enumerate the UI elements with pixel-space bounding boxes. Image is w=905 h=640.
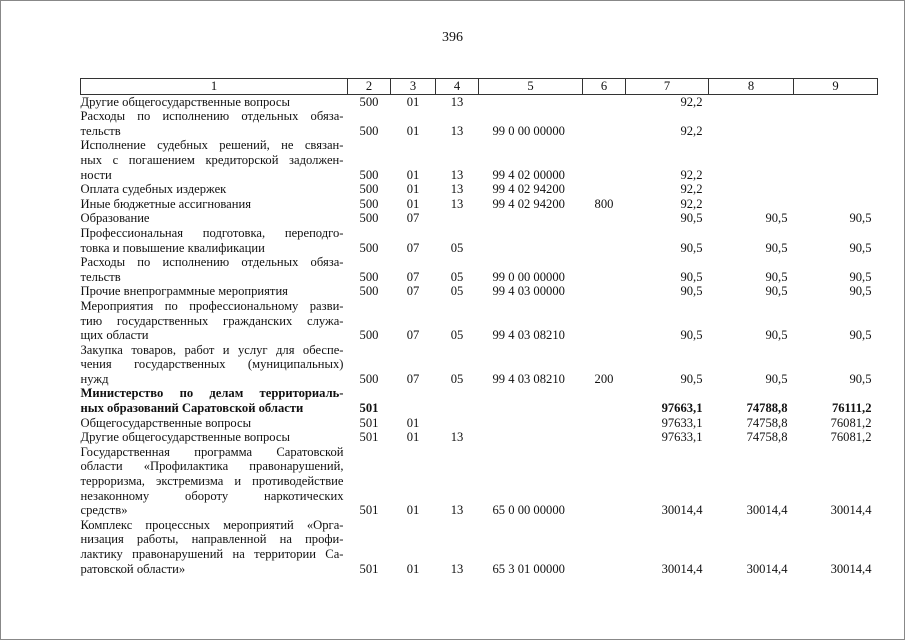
table-body xyxy=(81,94,878,576)
cell-col-3: 07 xyxy=(406,371,420,386)
cell-col-6 xyxy=(583,299,626,343)
row-description xyxy=(81,226,348,255)
column-header-6: 6 xyxy=(583,79,626,95)
cell-col-5: 99 0 00 00000 xyxy=(492,123,565,138)
cell-col-4: 05 xyxy=(450,269,464,284)
page-number: 396 xyxy=(442,30,463,45)
cell-col-2: 500 xyxy=(359,371,379,386)
cell-col-2: 500 xyxy=(359,240,379,255)
cell-col-4: 05 xyxy=(450,371,464,386)
description-line: Иные бюджетные ассигнования xyxy=(80,196,252,211)
cell-col-9 xyxy=(794,197,878,212)
description-line: терроризма, экстремизма и противодействие xyxy=(80,474,344,489)
description-line: чения государственных (муниципальных) xyxy=(80,357,344,372)
cell-col-6 xyxy=(583,445,626,518)
row-description xyxy=(81,386,348,415)
table-row xyxy=(81,518,878,576)
table-row xyxy=(81,284,878,299)
cell-col-3: 01 xyxy=(406,415,420,430)
cell-col-3: 01 xyxy=(406,430,420,445)
cell-col-5 xyxy=(479,226,583,255)
table-row xyxy=(81,226,878,255)
row-description xyxy=(81,211,348,226)
description-line: незаконному обороту наркотических xyxy=(80,488,344,503)
cell-col-7: 92,2 xyxy=(680,196,703,211)
table-row xyxy=(81,138,878,182)
row-description xyxy=(81,255,348,284)
cell-col-2: 500 xyxy=(359,284,379,299)
cell-col-2: 501 xyxy=(359,415,379,430)
cell-col-4 xyxy=(436,211,479,226)
description-line: нужд xyxy=(80,371,109,386)
cell-col-4: 13 xyxy=(450,561,464,576)
cell-col-4: 13 xyxy=(450,94,464,109)
cell-col-2: 501 xyxy=(359,561,379,576)
cell-col-5 xyxy=(479,430,583,445)
description-line: Другие общегосударственные вопросы xyxy=(80,94,290,109)
description-line: Мероприятия по профессиональному разви- xyxy=(80,298,344,313)
cell-col-5: 99 4 03 08210 xyxy=(492,328,565,343)
cell-col-4: 05 xyxy=(450,328,464,343)
row-description xyxy=(81,299,348,343)
cell-col-6 xyxy=(583,109,626,138)
description-line: Прочие внепрограммные мероприятия xyxy=(80,284,288,299)
cell-col-2: 500 xyxy=(359,182,379,197)
cell-col-5: 99 4 02 00000 xyxy=(492,167,565,182)
cell-col-2: 500 xyxy=(359,328,379,343)
cell-col-9 xyxy=(794,109,878,138)
cell-col-5 xyxy=(479,94,583,109)
cell-col-9: 76111,2 xyxy=(831,401,872,416)
cell-col-4 xyxy=(436,416,479,431)
description-line: Комплекс процессных мероприятий «Орга- xyxy=(80,517,344,532)
description-line: тию государственных гражданских служа- xyxy=(80,313,344,328)
description-line: области «Профилактика правонарушений, xyxy=(80,459,344,474)
cell-col-6 xyxy=(583,255,626,284)
description-line: Исполнение судебных решений, не связан- xyxy=(80,138,344,153)
description-line: средств» xyxy=(80,503,128,518)
cell-col-4: 13 xyxy=(450,503,464,518)
cell-col-8: 30014,4 xyxy=(746,561,788,576)
cell-col-8 xyxy=(709,182,794,197)
description-line: Другие общегосударственные вопросы xyxy=(80,430,290,445)
cell-col-5: 99 0 00 00000 xyxy=(492,269,565,284)
cell-col-8: 90,5 xyxy=(765,269,788,284)
cell-col-2: 501 xyxy=(359,401,379,416)
cell-col-5: 65 3 01 00000 xyxy=(492,561,565,576)
column-header-2: 2 xyxy=(348,79,391,95)
row-description xyxy=(81,94,348,109)
cell-col-4: 05 xyxy=(450,240,464,255)
cell-col-2: 500 xyxy=(359,94,379,109)
cell-col-8: 90,5 xyxy=(765,371,788,386)
table-row xyxy=(81,386,878,415)
cell-col-2: 500 xyxy=(359,196,379,211)
cell-col-9: 90,5 xyxy=(849,328,872,343)
cell-col-7: 30014,4 xyxy=(661,561,703,576)
cell-col-9: 90,5 xyxy=(849,371,872,386)
cell-col-4 xyxy=(436,386,479,415)
table-row xyxy=(81,211,878,226)
cell-col-6 xyxy=(583,182,626,197)
cell-col-7: 90,5 xyxy=(680,269,703,284)
cell-col-3: 01 xyxy=(406,561,420,576)
cell-col-4: 13 xyxy=(450,182,464,197)
cell-col-6 xyxy=(583,211,626,226)
table-row xyxy=(81,182,878,197)
cell-col-7: 97633,1 xyxy=(661,430,703,445)
description-line: Расходы по исполнению отдельных обяза- xyxy=(80,255,344,270)
cell-col-9 xyxy=(794,138,878,182)
description-line: тельств xyxy=(80,269,121,284)
cell-col-5 xyxy=(479,211,583,226)
description-line: Профессиональная подготовка, переподго- xyxy=(80,225,344,240)
cell-col-2: 500 xyxy=(359,167,379,182)
cell-col-5 xyxy=(479,386,583,415)
column-header-7: 7 xyxy=(626,79,709,95)
cell-col-9: 76081,2 xyxy=(830,430,872,445)
cell-col-8 xyxy=(709,138,794,182)
cell-col-7: 90,5 xyxy=(680,371,703,386)
table-row xyxy=(81,430,878,445)
table-row xyxy=(81,343,878,387)
description-line: ных с погашением кредиторской задолжен- xyxy=(80,152,344,167)
cell-col-9: 90,5 xyxy=(849,284,872,299)
cell-col-5: 99 4 02 94200 xyxy=(492,196,565,211)
cell-col-3: 07 xyxy=(406,328,420,343)
cell-col-8: 30014,4 xyxy=(746,503,788,518)
cell-col-7: 92,2 xyxy=(680,167,703,182)
description-line: Закупка товаров, работ и услуг для обеспе- xyxy=(80,342,344,357)
cell-col-7: 90,5 xyxy=(680,240,703,255)
cell-col-3: 01 xyxy=(406,123,420,138)
table-row xyxy=(81,299,878,343)
cell-col-5: 65 0 00 00000 xyxy=(492,503,565,518)
row-description xyxy=(81,416,348,431)
column-header-3: 3 xyxy=(391,79,436,95)
cell-col-2: 500 xyxy=(359,123,379,138)
cell-col-9: 90,5 xyxy=(849,211,872,226)
cell-col-9 xyxy=(794,182,878,197)
cell-col-4: 13 xyxy=(450,196,464,211)
cell-col-8: 90,5 xyxy=(765,284,788,299)
description-line: Образование xyxy=(80,211,150,226)
row-description xyxy=(81,197,348,212)
row-description xyxy=(81,445,348,518)
table-row xyxy=(81,255,878,284)
cell-col-2: 500 xyxy=(359,211,379,226)
description-line: ности xyxy=(80,167,112,182)
cell-col-2: 501 xyxy=(359,430,379,445)
column-header-9: 9 xyxy=(794,79,878,95)
description-line: щих области xyxy=(80,328,149,343)
budget-table xyxy=(80,78,878,576)
cell-col-7: 90,5 xyxy=(680,284,703,299)
cell-col-8: 90,5 xyxy=(765,211,788,226)
table-row xyxy=(81,94,878,109)
cell-col-8: 74788,8 xyxy=(746,401,788,416)
cell-col-8: 90,5 xyxy=(765,328,788,343)
cell-col-7: 92,2 xyxy=(680,123,703,138)
cell-col-7: 97663,1 xyxy=(661,401,703,416)
cell-col-9: 30014,4 xyxy=(830,561,872,576)
cell-col-6 xyxy=(583,416,626,431)
cell-col-6 xyxy=(583,284,626,299)
cell-col-6 xyxy=(583,138,626,182)
description-line: ных образований Саратовской области xyxy=(80,401,304,416)
table-row xyxy=(81,445,878,518)
description-line: Министерство по делам территориаль- xyxy=(80,386,344,401)
cell-col-6 xyxy=(583,518,626,576)
row-description xyxy=(81,343,348,387)
cell-col-3: 01 xyxy=(406,503,420,518)
description-line: низация работы, направленной на профи- xyxy=(80,532,344,547)
cell-col-5: 99 4 03 08210 xyxy=(492,371,565,386)
cell-col-7: 90,5 xyxy=(680,211,703,226)
column-header-5: 5 xyxy=(479,79,583,95)
cell-col-2: 500 xyxy=(359,269,379,284)
cell-col-5: 99 4 03 00000 xyxy=(492,284,565,299)
row-description xyxy=(81,109,348,138)
table-row xyxy=(81,109,878,138)
description-line: Общегосударственные вопросы xyxy=(80,415,252,430)
description-line: Расходы по исполнению отдельных обяза- xyxy=(80,109,344,124)
cell-col-7: 92,2 xyxy=(680,94,703,109)
description-line: Государственная программа Саратовской xyxy=(80,444,344,459)
cell-col-3: 01 xyxy=(406,167,420,182)
description-line: товка и повышение квалификации xyxy=(80,240,265,255)
column-header-1: 1 xyxy=(81,79,348,95)
row-description xyxy=(81,138,348,182)
cell-col-4: 13 xyxy=(450,430,464,445)
cell-col-3: 07 xyxy=(406,240,420,255)
cell-col-6: 800 xyxy=(594,196,614,211)
column-header-8: 8 xyxy=(709,79,794,95)
cell-col-9: 90,5 xyxy=(849,269,872,284)
cell-col-8 xyxy=(709,197,794,212)
cell-col-9: 30014,4 xyxy=(830,503,872,518)
cell-col-3: 07 xyxy=(406,269,420,284)
description-line: Оплата судебных издержек xyxy=(80,182,227,197)
table-row xyxy=(81,416,878,431)
cell-col-8 xyxy=(709,94,794,109)
cell-col-3: 01 xyxy=(406,196,420,211)
row-description xyxy=(81,182,348,197)
cell-col-9: 90,5 xyxy=(849,240,872,255)
cell-col-6 xyxy=(583,386,626,415)
cell-col-4: 05 xyxy=(450,284,464,299)
cell-col-8: 90,5 xyxy=(765,240,788,255)
cell-col-4: 13 xyxy=(450,167,464,182)
cell-col-6: 200 xyxy=(594,371,614,386)
table-row xyxy=(81,197,878,212)
cell-col-7: 92,2 xyxy=(680,182,703,197)
row-description xyxy=(81,284,348,299)
cell-col-3: 01 xyxy=(406,182,420,197)
cell-col-8: 74758,8 xyxy=(746,415,788,430)
description-line: ратовской области» xyxy=(80,561,186,576)
cell-col-7: 90,5 xyxy=(680,328,703,343)
cell-col-5: 99 4 02 94200 xyxy=(492,182,565,197)
header-row xyxy=(81,79,878,95)
cell-col-3: 01 xyxy=(406,94,420,109)
cell-col-6 xyxy=(583,430,626,445)
cell-col-7: 97633,1 xyxy=(661,415,703,430)
cell-col-9: 76081,2 xyxy=(830,415,872,430)
cell-col-3 xyxy=(391,386,436,415)
description-line: лактику правонарушений на территории Са- xyxy=(80,547,344,561)
cell-col-5 xyxy=(479,416,583,431)
cell-col-3: 07 xyxy=(406,211,420,226)
row-description xyxy=(81,430,348,445)
column-header-4: 4 xyxy=(436,79,479,95)
cell-col-7: 30014,4 xyxy=(661,503,703,518)
cell-col-3: 07 xyxy=(406,284,420,299)
cell-col-8 xyxy=(709,109,794,138)
cell-col-2: 501 xyxy=(359,503,379,518)
cell-col-4: 13 xyxy=(450,123,464,138)
cell-col-9 xyxy=(794,94,878,109)
cell-col-6 xyxy=(583,94,626,109)
cell-col-8: 74758,8 xyxy=(746,430,788,445)
row-description xyxy=(81,518,348,576)
description-line: тельств xyxy=(80,123,121,138)
cell-col-6 xyxy=(583,226,626,255)
